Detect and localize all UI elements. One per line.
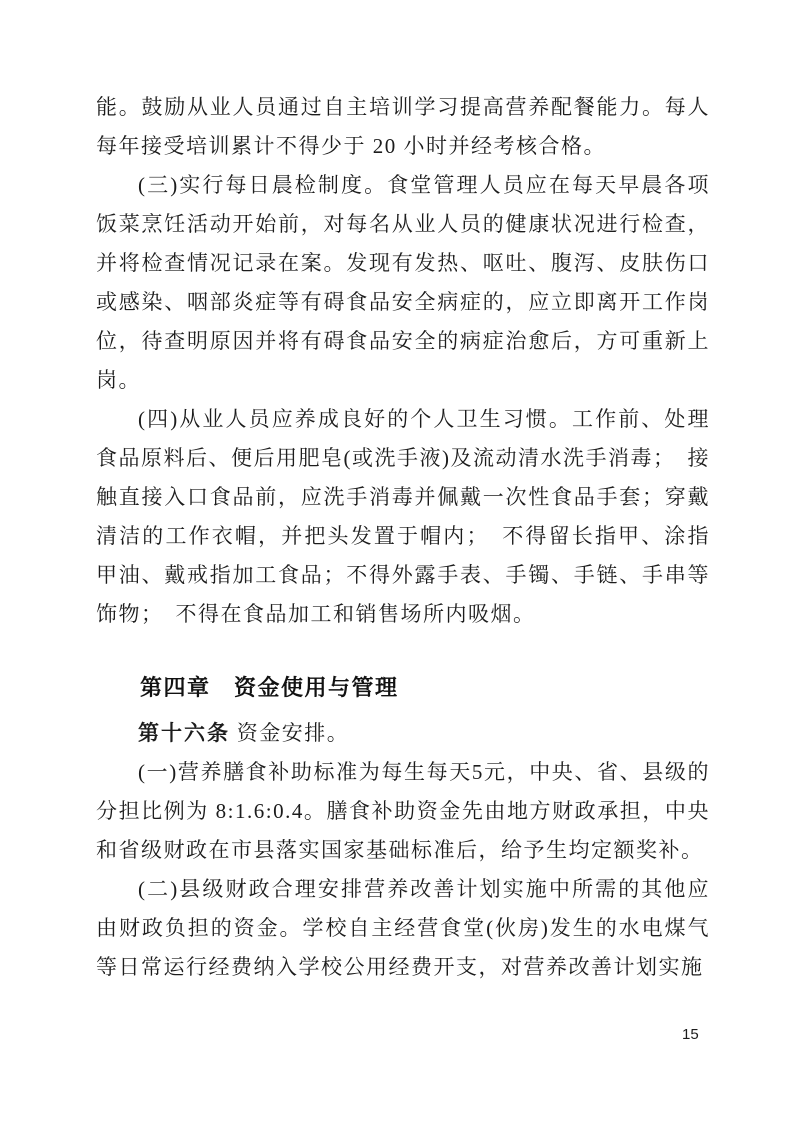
article-16-title: 资金安排。	[236, 721, 350, 745]
document-content	[96, 88, 710, 987]
article-16-number: 第十六条	[138, 721, 230, 745]
article-16	[96, 714, 710, 753]
paragraph-item-3-morning-check: (三)实行每日晨检制度。食堂管理人员应在每天早晨各项饭菜烹饪活动开始前，对每名从业人员的健康状况进行检查，并将检查情况记录在案。发现有发热、呕吐、腹泻、皮肤伤口或感染、咽部炎症等有碍食品安全病症的，应立即离开工作岗位，待查明原因并将有碍食品安全的病症治愈后，方可重新上岗。	[96, 173, 710, 392]
paragraph-item-2-county-finance: (二)县级财政合理安排营养改善计划实施中所需的其他应由财政负担的资金。学校自主经营食堂(伙房)发生的水电煤气等日常运行经费纳入学校公用经费开支，对营养改善计划实施	[96, 877, 710, 979]
paragraph-training-continuation: 能。鼓励从业人员通过自主培训学习提高营养配餐能力。每人每年接受培训累计不得少于 20 小时并经考核合格。	[96, 95, 710, 158]
paragraph-item-4-personal-hygiene: (四)从业人员应养成良好的个人卫生习惯。工作前、处理食品原料后、便后用肥皂(或洗手液)及流动清水洗手消毒； 接触直接入口食品前，应洗手消毒并佩戴一次性食品手套；穿戴清洁的工作衣帽，并把头发置于帽内； 不得留长指甲、涂指甲油、戴戒指加工食品；不得外露手表、手镯、手链、手串等饰物； 不得在食品加工和销售场所内吸烟。	[96, 407, 710, 626]
chapter-heading: 第四章 资金使用与管理	[140, 675, 399, 700]
paragraph-item-1-subsidy-standard: (一)营养膳食补助标准为每生每天5元，中央、省、县级的分担比例为 8:1.6:0.4。膳食补助资金先由地方财政承担，中央和省级财政在市县落实国家基础标准后，给予生均定额奖补。	[96, 760, 710, 862]
page-number: 15	[682, 1026, 699, 1043]
